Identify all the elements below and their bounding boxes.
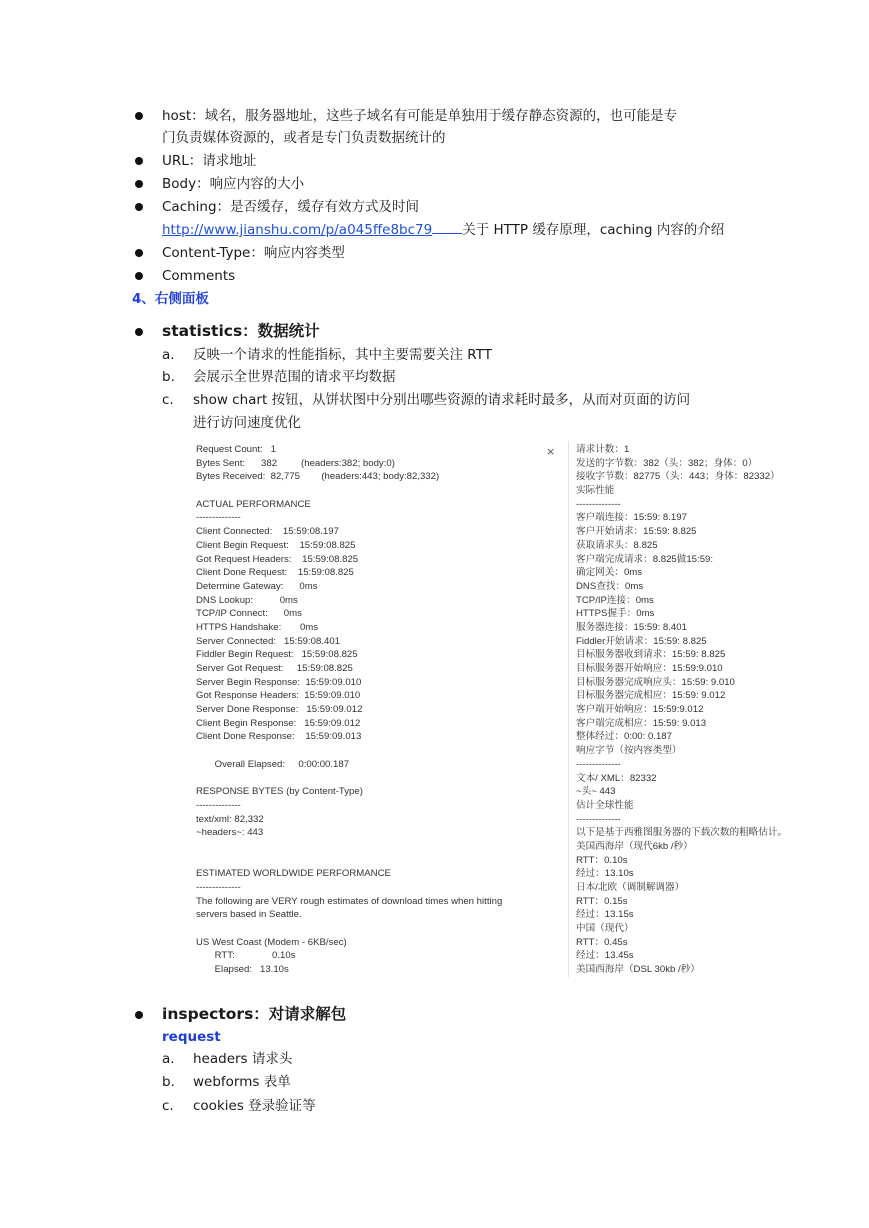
statistics-line bbox=[196, 854, 546, 868]
statistics-line: -------------- bbox=[576, 498, 621, 510]
statistics-line: 客户端开始响应：15:59:9.012 bbox=[576, 704, 704, 716]
bullet-dot bbox=[135, 249, 143, 257]
statistics-line: 美国西海岸（DSL 30kb /秒） bbox=[576, 964, 700, 976]
statistics-line: 以下是基于西雅图服务器的下载次数的粗略估计。 bbox=[576, 827, 788, 839]
statistics-line: text/xml: 82,332 bbox=[196, 813, 264, 825]
list-marker: b. bbox=[162, 369, 175, 385]
caching-item: Caching：是否缓存，缓存有效方式及时间 bbox=[162, 199, 420, 215]
statistics-line bbox=[196, 484, 546, 498]
statistics-line: Server Done Response: 15:59:09.012 bbox=[196, 704, 363, 716]
statistics-line: 日本/北欧（调制解调器） bbox=[576, 882, 685, 893]
list-marker: a. bbox=[162, 1051, 175, 1067]
statistics-line: 经过：13.10s bbox=[576, 868, 634, 880]
statistics-line: Determine Gateway: 0ms bbox=[196, 580, 318, 592]
statistics-line: 目标服务器完成相应：15:59: 9.012 bbox=[576, 690, 726, 702]
statistics-line: 请求计数：1 bbox=[576, 444, 630, 455]
list-marker: a. bbox=[162, 347, 175, 363]
statistics-line: Client Done Request: 15:59:08.825 bbox=[196, 567, 354, 579]
statistics-line: -------------- bbox=[196, 512, 241, 524]
statistics-line: -------------- bbox=[196, 799, 241, 811]
statistics-line: 客户端完成请求：8.825做15:59: bbox=[576, 553, 714, 565]
statistics-line: Fiddler Begin Request: 15:59:08.825 bbox=[196, 649, 358, 661]
statistics-line: 估计全球性能 bbox=[576, 799, 634, 811]
statistics-line bbox=[196, 744, 546, 758]
statistics-line: 确定网关：0ms bbox=[576, 567, 643, 579]
statistics-line: 服务器连接：15:59: 8.401 bbox=[576, 621, 687, 633]
statistics-line: DNS查找：0ms bbox=[576, 580, 644, 592]
statistics-line: ACTUAL PERFORMANCE bbox=[196, 498, 311, 510]
statistics-line: ~头~ 443 bbox=[576, 786, 616, 798]
statistics-line: Client Begin Response: 15:59:09.012 bbox=[196, 717, 361, 729]
statistics-item-b: 会展示全世界范围的请求平均数据 bbox=[193, 369, 396, 385]
statistics-line: Got Request Headers: 15:59:08.825 bbox=[196, 553, 359, 565]
statistics-line: servers based in Seattle. bbox=[196, 909, 302, 921]
url-item: URL：请求地址 bbox=[162, 153, 257, 169]
statistics-line: Request Count: 1 bbox=[196, 444, 276, 455]
inspectors-title: inspectors：对请求解包 bbox=[162, 1005, 347, 1023]
divider bbox=[568, 441, 569, 977]
statistics-line: 目标服务器完成响应头：15:59: 9.010 bbox=[576, 676, 735, 688]
inspectors-item-a: headers 请求头 bbox=[193, 1051, 293, 1067]
list-marker: b. bbox=[162, 1074, 175, 1090]
section-heading: 4、右侧面板 bbox=[132, 291, 209, 307]
body-item: Body：响应内容的大小 bbox=[162, 176, 305, 192]
statistics-line: 美国西海岸（现代6kb /秒） bbox=[576, 840, 693, 852]
content-type-item: Content-Type：响应内容类型 bbox=[162, 245, 345, 261]
link-underline-gap bbox=[432, 220, 462, 234]
bullet-dot bbox=[135, 1011, 143, 1019]
statistics-line: Server Begin Response: 15:59:09.010 bbox=[196, 676, 362, 688]
statistics-line: 整体经过：0:00: 0.187 bbox=[576, 731, 672, 743]
statistics-line: US West Coast (Modem - 6KB/sec) bbox=[196, 936, 347, 948]
caching-link-line bbox=[162, 220, 724, 240]
bullet-dot bbox=[135, 157, 143, 165]
statistics-line: ESTIMATED WORLDWIDE PERFORMANCE bbox=[196, 868, 391, 880]
inspectors-item-b: webforms 表单 bbox=[193, 1074, 291, 1090]
comments-item: Comments bbox=[162, 268, 236, 284]
statistics-title: statistics：数据统计 bbox=[162, 322, 320, 340]
statistics-item-c-line2: 进行访问速度优化 bbox=[193, 415, 301, 431]
bullet-dot bbox=[135, 272, 143, 280]
statistics-line: 实际性能 bbox=[576, 485, 615, 497]
statistics-item-a: 反映一个请求的性能指标，其中主要需要关注 RTT bbox=[193, 347, 492, 363]
caching-link[interactable]: http://www.jianshu.com/p/a045ffe8bc79 bbox=[162, 222, 433, 238]
statistics-line: HTTPS Handshake: 0ms bbox=[196, 621, 319, 633]
statistics-line: 文本/ XML：82332 bbox=[576, 772, 657, 784]
close-icon: × bbox=[546, 445, 556, 458]
statistics-screenshot bbox=[190, 437, 801, 977]
statistics-line: Got Response Headers: 15:59:09.010 bbox=[196, 690, 361, 702]
statistics-line: 目标服务器收到请求：15:59: 8.825 bbox=[576, 649, 726, 661]
statistics-chinese-column bbox=[576, 443, 796, 977]
statistics-line: The following are VERY rough estimates of download times when hitting bbox=[196, 895, 503, 907]
list-marker: c. bbox=[162, 392, 174, 408]
request-label: request bbox=[162, 1029, 221, 1045]
statistics-line: 客户端完成相应：15:59: 9.013 bbox=[576, 717, 707, 729]
statistics-line: Bytes Received: 82,775 (headers:443; body:82,332) bbox=[196, 471, 440, 483]
host-line-2: 门负责媒体资源的，或者是专门负责数据统计的 bbox=[162, 130, 446, 146]
inspectors-item-c: cookies 登录验证等 bbox=[193, 1098, 316, 1114]
statistics-line: RTT: 0.10s bbox=[196, 950, 296, 962]
statistics-line bbox=[196, 772, 546, 786]
statistics-line: 经过：13.45s bbox=[576, 950, 634, 962]
statistics-line: -------------- bbox=[576, 758, 621, 770]
statistics-line: Overall Elapsed: 0:00:00.187 bbox=[196, 758, 350, 770]
statistics-line: RTT：0.10s bbox=[576, 854, 628, 866]
host-line-1: host：域名，服务器地址，这些子域名有可能是单独用于缓存静态资源的，也可能是专 bbox=[162, 108, 678, 124]
statistics-line: 响应字节（按内容类型） bbox=[576, 745, 682, 757]
statistics-line: DNS Lookup: 0ms bbox=[196, 594, 298, 606]
statistics-line: ~headers~: 443 bbox=[196, 827, 264, 839]
statistics-line: RTT：0.15s bbox=[576, 895, 628, 907]
statistics-line: Server Got Request: 15:59:08.825 bbox=[196, 663, 353, 674]
statistics-line: HTTPS握手：0ms bbox=[576, 608, 655, 620]
statistics-line: Elapsed: 13.10s bbox=[196, 964, 289, 976]
statistics-line: Client Connected: 15:59:08.197 bbox=[196, 526, 339, 538]
statistics-line: RESPONSE BYTES (by Content-Type) bbox=[196, 786, 363, 798]
caching-link-desc: 关于 HTTP 缓存原理，caching 内容的介绍 bbox=[462, 222, 725, 238]
statistics-item-c: show chart 按钮，从饼状图中分别出哪些资源的请求耗时最多，从而对页面的访问 bbox=[193, 392, 691, 408]
statistics-line: TCP/IP连接：0ms bbox=[576, 594, 654, 606]
statistics-line: 中国（现代） bbox=[576, 923, 634, 935]
statistics-line: 发送的字节数：382（头：382；身体：0） bbox=[576, 457, 758, 469]
statistics-line: 获取请求头：8.825 bbox=[576, 539, 658, 551]
statistics-line: 目标服务器开始响应：15:59:9.010 bbox=[576, 663, 723, 674]
statistics-english-column bbox=[196, 443, 546, 977]
list-marker: c. bbox=[162, 1098, 174, 1114]
bullet-dot bbox=[135, 328, 143, 336]
bullet-dot bbox=[135, 203, 143, 211]
statistics-line: 客户开始请求：15:59: 8.825 bbox=[576, 526, 697, 538]
statistics-line: Client Done Response: 15:59:09.013 bbox=[196, 731, 362, 743]
statistics-line bbox=[196, 922, 546, 936]
statistics-line: Server Connected: 15:59:08.401 bbox=[196, 635, 341, 647]
statistics-line: Bytes Sent: 382 (headers:382; body:0) bbox=[196, 457, 395, 469]
statistics-line: -------------- bbox=[576, 813, 621, 825]
statistics-line: RTT：0.45s bbox=[576, 936, 628, 948]
statistics-line bbox=[196, 840, 546, 854]
bullet-dot bbox=[135, 180, 143, 188]
statistics-line: Client Begin Request: 15:59:08.825 bbox=[196, 539, 356, 551]
statistics-line: 客户端连接：15:59: 8.197 bbox=[576, 512, 687, 524]
statistics-line: -------------- bbox=[196, 882, 241, 893]
bullet-dot bbox=[135, 112, 143, 120]
statistics-line: 经过：13.15s bbox=[576, 909, 634, 921]
statistics-line: 接收字节数：82775（头：443；身体：82332） bbox=[576, 471, 780, 483]
statistics-line: Fiddler开始请求：15:59: 8.825 bbox=[576, 635, 707, 647]
statistics-line: TCP/IP Connect: 0ms bbox=[196, 608, 302, 620]
